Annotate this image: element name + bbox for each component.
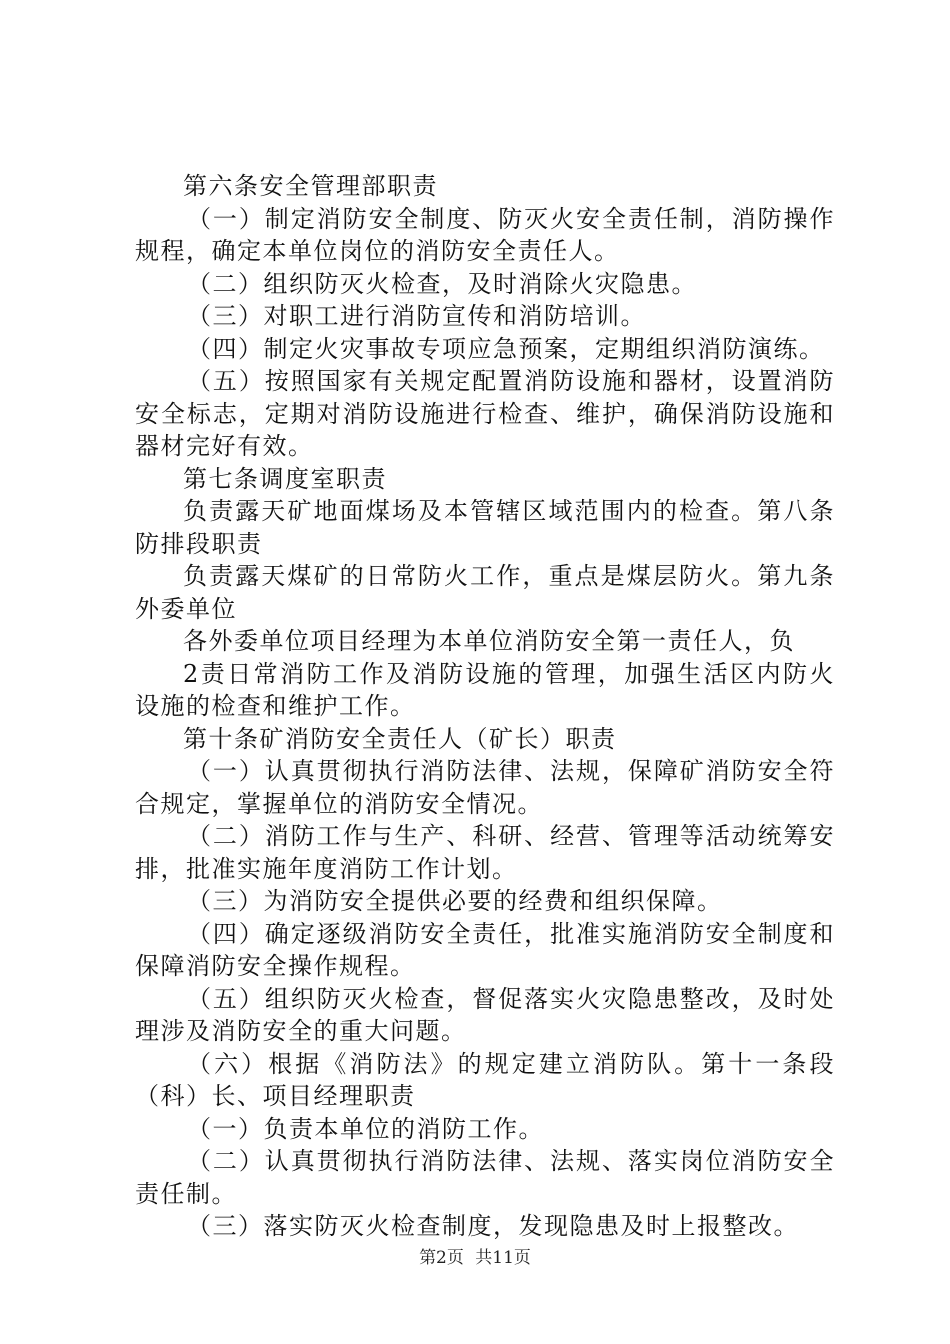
paragraph-line: （四）确定逐级消防安全责任，批准实施消防安全制度和 <box>187 919 835 948</box>
paragraph-line: 合规定，掌握单位的消防安全情况。 <box>135 789 543 818</box>
paragraph-line: 各外委单位项目经理为本单位消防安全第一责任人，负 <box>183 627 795 655</box>
page-number: 第2页 <box>419 1248 464 1268</box>
paragraph-line: 2责日常消防工作及消防设施的管理，加强生活区内防火 <box>183 659 835 688</box>
heading-article-6: 第六条安全管理部职责 <box>183 172 438 200</box>
document-body <box>135 170 835 1243</box>
paragraph-line: （三）为消防安全提供必要的经费和组织保障。 <box>187 887 723 915</box>
paragraph-line: （二）消防工作与生产、科研、经营、管理等活动统筹安 <box>187 822 835 850</box>
paragraph-line: 防排段职责 <box>135 529 263 558</box>
paragraph-line: 规程，确定本单位岗位的消防安全责任人。 <box>135 237 620 265</box>
paragraph-line: 设施的检查和维护工作。 <box>135 692 416 720</box>
paragraph-line: 外委单位 <box>135 594 237 623</box>
paragraph-line: （一）制定消防安全制度、防灭火安全责任制，消防操作 <box>187 204 835 233</box>
paragraph-line: 负责露天煤矿的日常防火工作，重点是煤层防火。第九条 <box>183 562 835 590</box>
heading-article-10: 第十条矿消防安全责任人（矿长）职责 <box>183 724 617 753</box>
paragraph-line: （四）制定火灾事故专项应急预案，定期组织消防演练。 <box>187 334 825 363</box>
paragraph-line: （五）按照国家有关规定配置消防设施和器材，设置消防 <box>187 367 835 395</box>
paragraph-line: （三）落实防灭火检查制度，发现隐患及时上报整改。 <box>187 1212 799 1240</box>
page-total: 共11页 <box>475 1248 531 1268</box>
paragraph-line: （科）长、项目经理职责 <box>135 1082 416 1110</box>
paragraph-line: 器材完好有效。 <box>135 432 314 460</box>
paragraph-line: （五）组织防灭火检查，督促落实火灾隐患整改，及时处 <box>187 984 835 1013</box>
paragraph-line: 排，批准实施年度消防工作计划。 <box>135 854 518 883</box>
paragraph-line: （六）根据《消防法》的规定建立消防队。第十一条段 <box>187 1049 835 1078</box>
paragraph-line: （三）对职工进行消防宣传和消防培训。 <box>187 302 646 330</box>
page-footer <box>0 1243 950 1268</box>
heading-article-7: 第七条调度室职责 <box>183 464 387 493</box>
paragraph-line: 保障消防安全操作规程。 <box>135 952 416 980</box>
paragraph-line: （一）负责本单位的消防工作。 <box>187 1114 544 1143</box>
paragraph-line: 安全标志，定期对消防设施进行检查、维护，确保消防设施和 <box>135 399 835 428</box>
paragraph-line: （二）认真贯彻执行消防法律、法规、落实岗位消防安全 <box>187 1147 835 1175</box>
paragraph-line: 负责露天矿地面煤场及本管辖区域范围内的检查。第八条 <box>183 497 835 525</box>
paragraph-line: 理涉及消防安全的重大问题。 <box>135 1017 467 1045</box>
paragraph-line: （一）认真贯彻执行消防法律、法规，保障矿消防安全符 <box>187 757 835 785</box>
paragraph-line: 责任制。 <box>135 1179 237 1208</box>
paragraph-line: （二）组织防灭火检查，及时消除火灾隐患。 <box>187 269 697 298</box>
